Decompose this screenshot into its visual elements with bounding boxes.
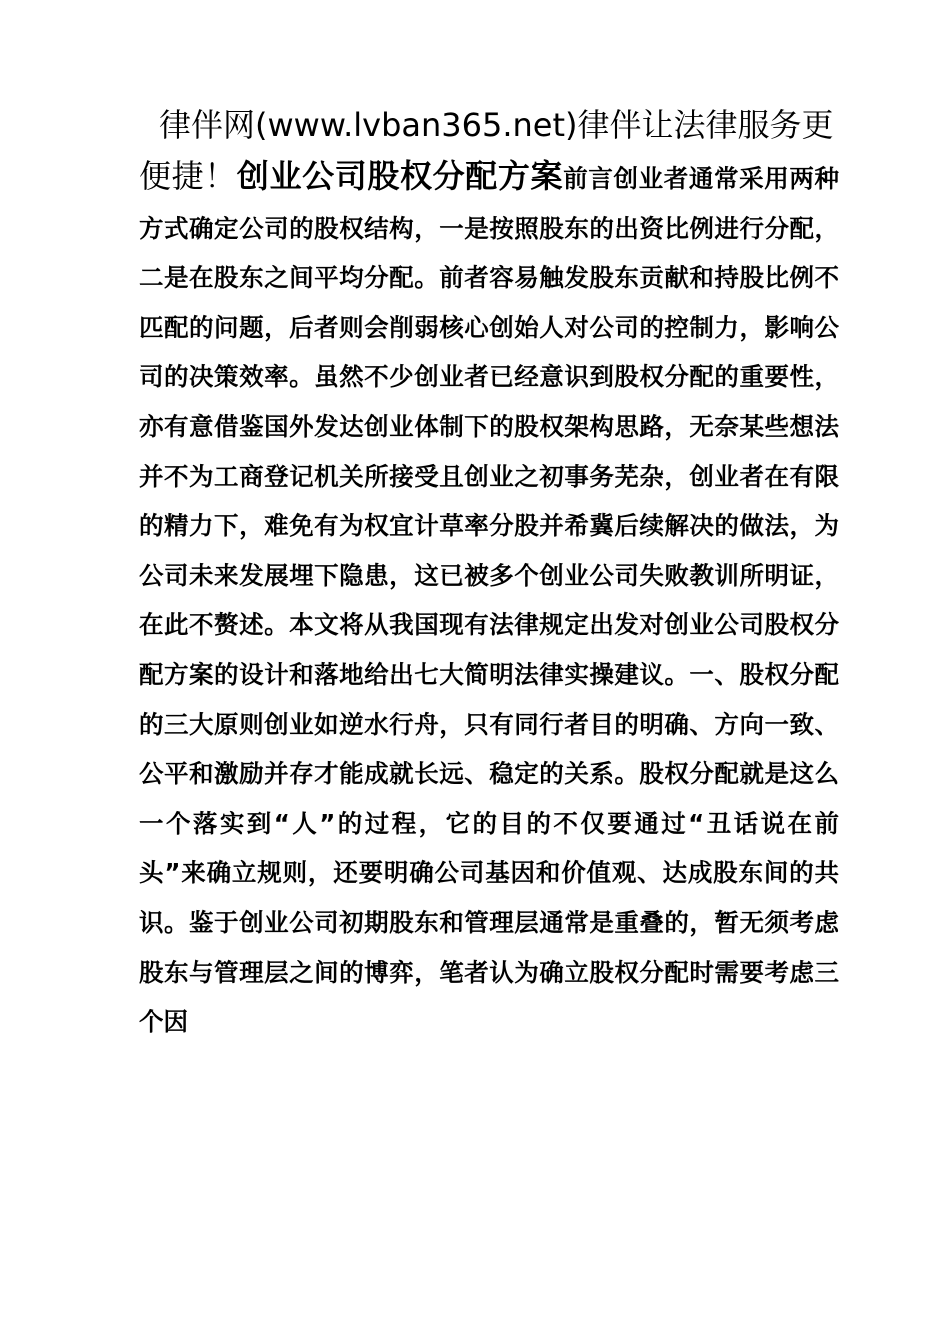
document-body [139, 152, 839, 1047]
site-header-tail: 便捷！ [139, 157, 237, 195]
document-title: 创业公司股权分配方案 [236, 157, 564, 195]
body-text: 前言创业者通常采用两种方式确定公司的股权结构，一是按照股东的出资比例进行分配，二是在股东之间平均分配。前者容易触发股东贡献和持股比例不匹配的问题，后者则会削弱核心创始人对公司的控制力，影响公司的决策效率。虽然不少创业者已经意识到股权分配的重要性，亦有意借鉴国外发达创业体制下的股权架构思路，无奈某些想法并不为工商登记机关所接受且创业之初事务芜杂，创业者在有限的精力下，难免有为权宜计草率分股并希冀后续解决的做法，为公司未来发展埋下隐患，这已被多个创业公司失败教训所明证，在此不赘述。本文将从我国现有法律规定出发对创业公司股权分配方案的设计和落地给出七大简明法律实操建议。一、股权分配的三大原则创业如逆水行舟，只有同行者目的明确、方向一致、公平和激励并存才能成就长远、稳定的关系。股权分配就是这么一个落实到“人”的过程，它的目的不仅要通过“丑话说在前头”来确立规则，还要明确公司基因和价值观、达成股东间的共识。鉴于创业公司初期股东和管理层通常是重叠的，暂无须考虑股东与管理层之间的博弈，笔者认为确立股权分配时需要考虑三个因 [139, 164, 839, 1037]
document-page [139, 98, 839, 1047]
site-header-line: 律伴网(www.lvban365.net)律伴让法律服务更 [159, 106, 834, 144]
